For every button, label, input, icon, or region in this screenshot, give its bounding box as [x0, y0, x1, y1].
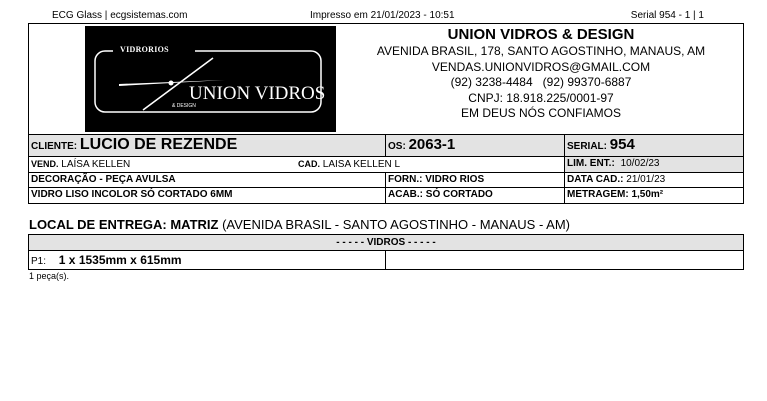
- company-address: AVENIDA BRASIL, 178, SANTO AGOSTINHO, MANAUS, AM: [376, 44, 706, 58]
- decoracao-field: DECORAÇÃO - PEÇA AVULSA: [31, 174, 176, 185]
- entrega-detail: (AVENIDA BRASIL - SANTO AGOSTINHO - MANAUS - AM): [222, 217, 571, 232]
- rule: [28, 172, 744, 173]
- print-timestamp: Impresso em 21/01/2023 - 10:51: [310, 10, 455, 21]
- serial-value: 954: [609, 136, 635, 153]
- logo-brand-sub: & DESIGN: [172, 103, 196, 109]
- datacad-value: 21/01/23: [626, 174, 666, 185]
- rule: [28, 187, 744, 188]
- vend-value: LAÍSA KELLEN: [61, 159, 131, 170]
- fornecedor-field: [388, 174, 484, 186]
- serial-field: [567, 136, 635, 156]
- item-id: P1:: [31, 256, 47, 267]
- rule: [28, 134, 744, 135]
- serial-label: SERIAL:: [567, 141, 607, 152]
- acabamento-field: [388, 189, 493, 201]
- os-value: 2063-1: [408, 136, 456, 153]
- app-site: ecgsistemas.com: [110, 10, 188, 21]
- cadastro-field: [298, 158, 400, 171]
- company-motto: EM DEUS NÓS CONFIAMOS: [460, 106, 621, 120]
- acab-label: ACAB.:: [388, 189, 423, 200]
- vidros-section-title: - - - - - VIDROS - - - - -: [336, 237, 436, 248]
- vidro-field: VIDRO LISO INCOLOR SÓ CORTADO 6MM: [31, 189, 233, 200]
- company-email: VENDAS.UNIONVIDROS@GMAIL.COM: [431, 59, 651, 74]
- cliente-value: LUCIO DE REZENDE: [79, 136, 238, 153]
- logo-brand-large: UNION VIDROS: [189, 83, 326, 104]
- entrega-label: LOCAL DE ENTREGA: MATRIZ: [29, 217, 219, 232]
- divider: [385, 172, 386, 204]
- pieces-count: 1 peça(s).: [29, 271, 70, 281]
- rule: [28, 156, 744, 157]
- forn-value: VIDRO RIOS: [425, 174, 485, 185]
- company-phones: (92) 3238-4484 (92) 99370-6887: [450, 75, 632, 89]
- print-header-app: [52, 10, 187, 22]
- logo-brand-small: VIDRORIOS: [120, 45, 169, 54]
- divider: [385, 250, 386, 270]
- lim-value: 10/02/23: [620, 158, 660, 169]
- cliente-field: [31, 136, 237, 156]
- metragem-label: METRAGEM:: [567, 189, 629, 200]
- cad-label: CAD.: [298, 159, 320, 169]
- rule: [28, 250, 744, 251]
- vendedor-field: [31, 158, 130, 171]
- metragem-value: 1,50m²: [631, 189, 664, 200]
- item-desc: 1 x 1535mm x 615mm: [58, 253, 182, 267]
- os-label: OS:: [388, 141, 406, 152]
- forn-label: FORN.:: [388, 174, 423, 185]
- vend-label: VEND.: [31, 159, 59, 169]
- company-name: UNION VIDROS & DESIGN: [447, 26, 635, 43]
- data-cadastro-field: [567, 174, 665, 186]
- local-entrega: [29, 217, 570, 233]
- os-field: [388, 136, 455, 156]
- vidro-item-row: [31, 254, 182, 268]
- company-logo: [85, 26, 336, 132]
- acab-value: SÓ CORTADO: [425, 189, 493, 200]
- header-separator: |: [104, 10, 108, 21]
- print-serial-page: Serial 954 - 1 | 1: [630, 10, 704, 21]
- metragem-field: [567, 189, 663, 201]
- cliente-label: CLIENTE:: [31, 141, 78, 152]
- divider: [385, 134, 386, 156]
- datacad-label: DATA CAD.:: [567, 174, 624, 185]
- company-cnpj: CNPJ: 18.918.225/0001-97: [468, 90, 614, 105]
- company-info: [338, 25, 744, 122]
- logo-graphic: [85, 26, 336, 132]
- limite-entrega-field: [567, 158, 660, 170]
- divider: [564, 134, 565, 204]
- app-name: ECG Glass: [52, 10, 103, 21]
- cad-value: LAISA KELLEN L: [322, 159, 401, 170]
- lim-label: LIM. ENT.:: [567, 158, 615, 169]
